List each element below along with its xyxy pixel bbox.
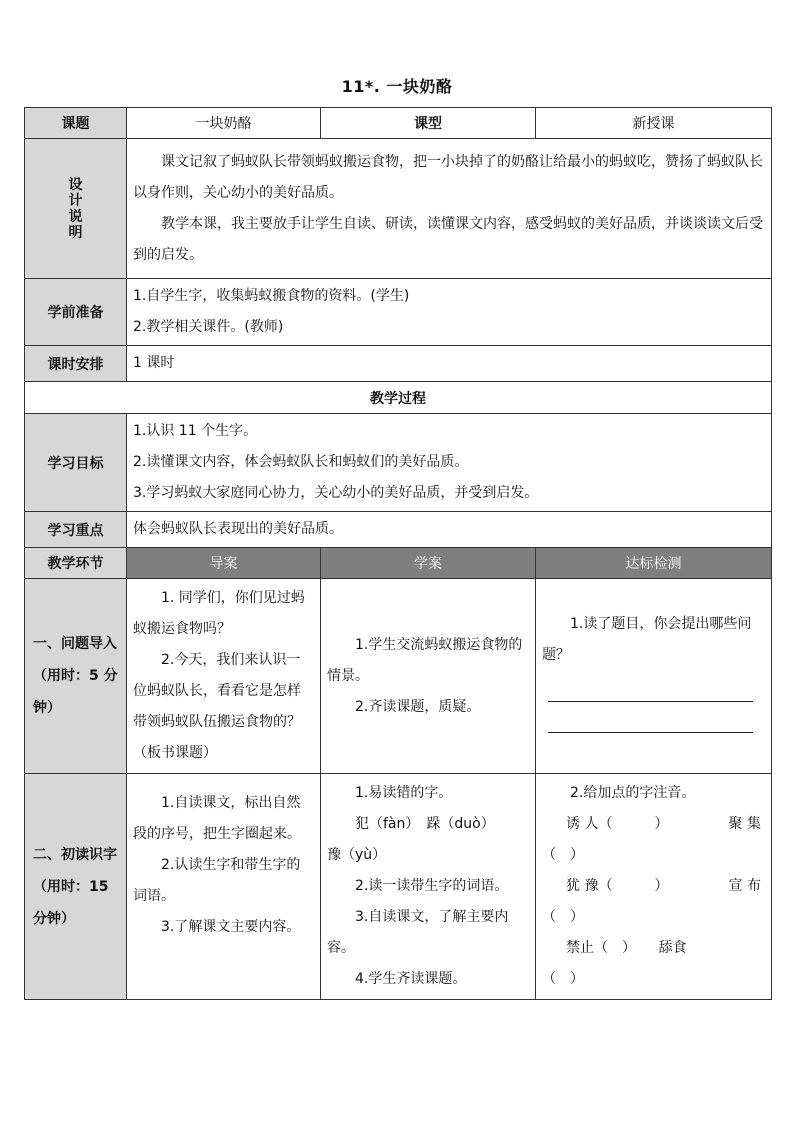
check-pair: [542, 809, 765, 840]
lesson-plan-table: [24, 107, 772, 1000]
stage-study: [321, 774, 536, 1000]
answer-line[interactable]: [548, 702, 753, 733]
design-label-char: 说: [68, 208, 83, 225]
check-word: 犹 豫（ ）: [566, 878, 669, 894]
design-content: [127, 139, 772, 279]
guide-item: 2.今天，我们来认识一位蚂蚁队长，看看它是怎样带领蚂蚁队伍搬运食物的？（板书课题）: [133, 652, 301, 761]
stage-study: [321, 579, 536, 774]
focus-label: 学习重点: [25, 512, 127, 548]
stage-row: [25, 774, 772, 1000]
design-label: [25, 139, 127, 279]
study-item: 2.读一读带生字的词语。: [355, 878, 509, 894]
study-item: 1.易读错的字。: [355, 785, 453, 801]
study-item: 犯（fàn） 跺（duò）: [355, 816, 495, 832]
design-row: [25, 139, 772, 279]
guide-item: 2.认读生字和带生字的词语。: [133, 857, 301, 904]
prep-label: 学前准备: [25, 279, 127, 346]
process-title: 教学过程: [25, 382, 772, 414]
topic-row: [25, 108, 772, 139]
stage-time: （用时：5 分钟）: [33, 668, 118, 716]
study-item: 2.齐读课题，质疑。: [355, 698, 481, 715]
goals-label: 学习目标: [25, 414, 127, 512]
schedule-value: 1 课时: [127, 346, 772, 382]
check-word: 聚 集: [728, 816, 761, 832]
design-paragraph: 教学本课，我主要放手让学生自读、研读，读懂课文内容，感受蚂蚁的美好品质，并谈谈读文后受到的启发。: [133, 215, 763, 263]
study-column-header: 学案: [321, 548, 536, 579]
goal-item: 3.学习蚂蚁大家庭同心协力，关心幼小的美好品质，并受到启发。: [133, 485, 539, 501]
type-label: 课型: [321, 108, 536, 139]
prep-item: 1.自学生字，收集蚂蚁搬食物的资料。(学生): [133, 288, 410, 304]
check-title: 2.给加点的字注音。: [570, 785, 696, 801]
check-item: 1.读了题目，你会提出哪些问题？: [542, 616, 752, 663]
guide-item: 3.了解课文主要内容。: [161, 919, 301, 935]
study-item: 4.学生齐读课题。: [355, 971, 467, 987]
prep-item: 2.教学相关课件。(教师): [133, 319, 284, 335]
check-word: 诱 人（ ）: [566, 816, 669, 832]
check-blank[interactable]: （ ）: [542, 847, 584, 863]
check-word: 舔食: [658, 940, 687, 956]
stage-time: （用时：15 分钟）: [33, 878, 109, 927]
process-title-row: [25, 382, 772, 414]
page-title: 11*. 一块奶酪: [341, 77, 453, 96]
check-column-header: 达标检测: [536, 548, 772, 579]
prep-row: [25, 279, 772, 346]
stage-title-cell: [25, 774, 127, 1000]
stage-title: 二、初读识字: [33, 846, 117, 863]
goals-content: [127, 414, 772, 512]
guide-item: 1.自读课文，标出自然段的序号，把生字圈起来。: [133, 795, 301, 842]
stage-row: [25, 579, 772, 774]
topic-label: 课题: [25, 108, 127, 139]
focus-row: [25, 512, 772, 548]
stage-title: 一、问题导入: [33, 636, 117, 652]
check-blank[interactable]: （ ）: [542, 909, 584, 925]
study-item: 3.自读课文，了解主要内容。: [327, 909, 509, 956]
design-paragraph: 课文记叙了蚂蚁队长带领蚂蚁搬运食物，把一小块掉了的奶酪让给最小的蚂蚁吃，赞扬了蚂蚁队长以身作则，关心幼小的美好品质。: [133, 153, 763, 201]
schedule-row: [25, 346, 772, 382]
design-label-char: 设: [68, 176, 83, 193]
check-word: 宣 布: [728, 878, 761, 894]
check-pair: [542, 933, 765, 964]
prep-content: [127, 279, 772, 346]
check-word: 禁止（ ）: [566, 940, 636, 956]
answer-line[interactable]: [548, 671, 753, 702]
design-label-char: 计: [68, 192, 83, 209]
check-pair: [542, 871, 765, 902]
goals-row: [25, 414, 772, 512]
schedule-label: 课时安排: [25, 346, 127, 382]
stage-guide: [127, 774, 321, 1000]
focus-value: 体会蚂蚁队长表现出的美好品质。: [127, 512, 772, 548]
stage-check: [536, 774, 772, 1000]
stage-check: [536, 579, 772, 774]
check-blank[interactable]: （ ）: [542, 971, 584, 987]
topic-value: 一块奶酪: [127, 108, 321, 139]
guide-column-header: 导案: [127, 548, 321, 579]
stage-guide: [127, 579, 321, 774]
study-item: 豫（yù）: [327, 847, 387, 863]
guide-item: 1. 同学们，你们见过蚂蚁搬运食物吗？: [133, 590, 305, 637]
stage-title-cell: [25, 579, 127, 774]
column-header-row: [25, 548, 772, 579]
study-item: 1.学生交流蚂蚁搬运食物的情景。: [327, 636, 523, 684]
type-value: 新授课: [536, 108, 772, 139]
goal-item: 2.读懂课文内容，体会蚂蚁队长和蚂蚁们的美好品质。: [133, 454, 469, 470]
goal-item: 1.认识 11 个生字。: [133, 423, 258, 439]
stage-column-header: 教学环节: [25, 548, 127, 579]
design-label-char: 明: [68, 224, 83, 241]
